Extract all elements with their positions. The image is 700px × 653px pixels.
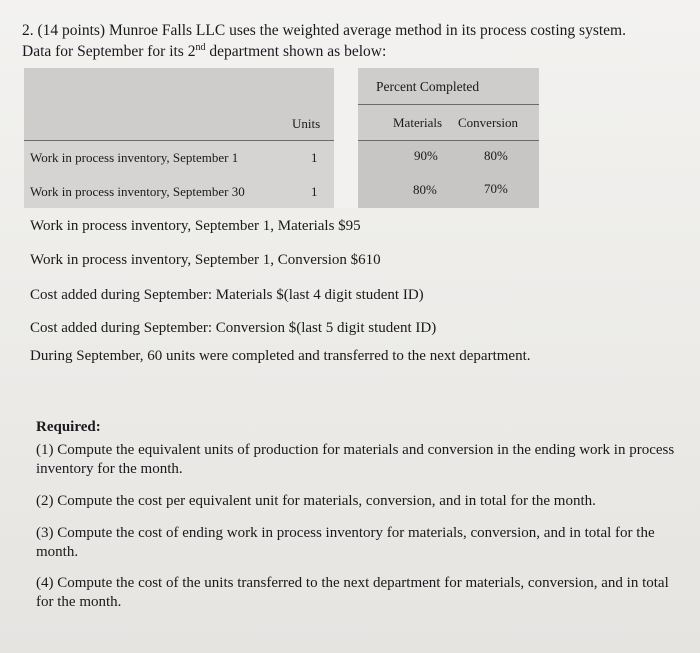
required-item-4: (4) Compute the cost of the units transferred to the next department for materials, conversion, and in total for the month. (36, 575, 669, 610)
completion-table (24, 68, 539, 208)
required-item-1: (1) Compute the equivalent units of production for materials and conversion in the ending work in process inventory for the month. (36, 442, 675, 477)
header-rule-right (358, 140, 539, 141)
row-1-conversion: 80% (484, 148, 508, 163)
required-item-3: (3) Compute the cost of ending work in process inventory for materials, conversion, and in total for the month. (36, 525, 655, 560)
col-header-units: Units (292, 116, 321, 131)
row-1-label: Work in process inventory, September 1 (30, 150, 239, 165)
header-rule-left (24, 140, 334, 141)
row-2-materials: 80% (413, 182, 437, 197)
intro-pre: Data for September for its 2 (22, 43, 196, 60)
row-1-materials: 90% (414, 148, 438, 163)
intro-sup: nd (195, 41, 206, 53)
required-item-2: (2) Compute the cost per equivalent unit for materials, conversion, and in total for the month. (36, 493, 596, 509)
row-2-conversion: 70% (484, 181, 508, 196)
group-header-rule (358, 104, 539, 105)
fact-units-transferred: During September, 60 units were completed and transferred to the next department. (30, 348, 531, 364)
question-intro-line-1: 2. (14 points) Munroe Falls LLC uses the weighted average method in its process costing system. (22, 22, 626, 39)
required-title: Required: (36, 419, 101, 435)
intro-post: department shown as below: (205, 43, 387, 60)
fact-wip-materials: Work in process inventory, September 1, Materials $95 (30, 218, 361, 234)
fact-cost-materials: Cost added during September: Materials $(last 4 digit student ID) (30, 287, 424, 303)
fact-cost-conversion: Cost added during September: Conversion $(last 5 digit student ID) (30, 320, 437, 336)
row-2-label: Work in process inventory, September 30 (30, 184, 245, 199)
row-2-units: 1 (311, 184, 318, 199)
col-header-conversion: Conversion (458, 115, 518, 130)
group-header-percent-completed: Percent Completed (376, 79, 480, 94)
row-1-units: 1 (311, 150, 318, 165)
table-divider-column (334, 68, 358, 208)
col-header-materials: Materials (393, 115, 443, 130)
question-header (22, 20, 692, 62)
fact-wip-conversion: Work in process inventory, September 1, Conversion $610 (30, 252, 381, 268)
question-intro-line-2 (22, 41, 692, 62)
